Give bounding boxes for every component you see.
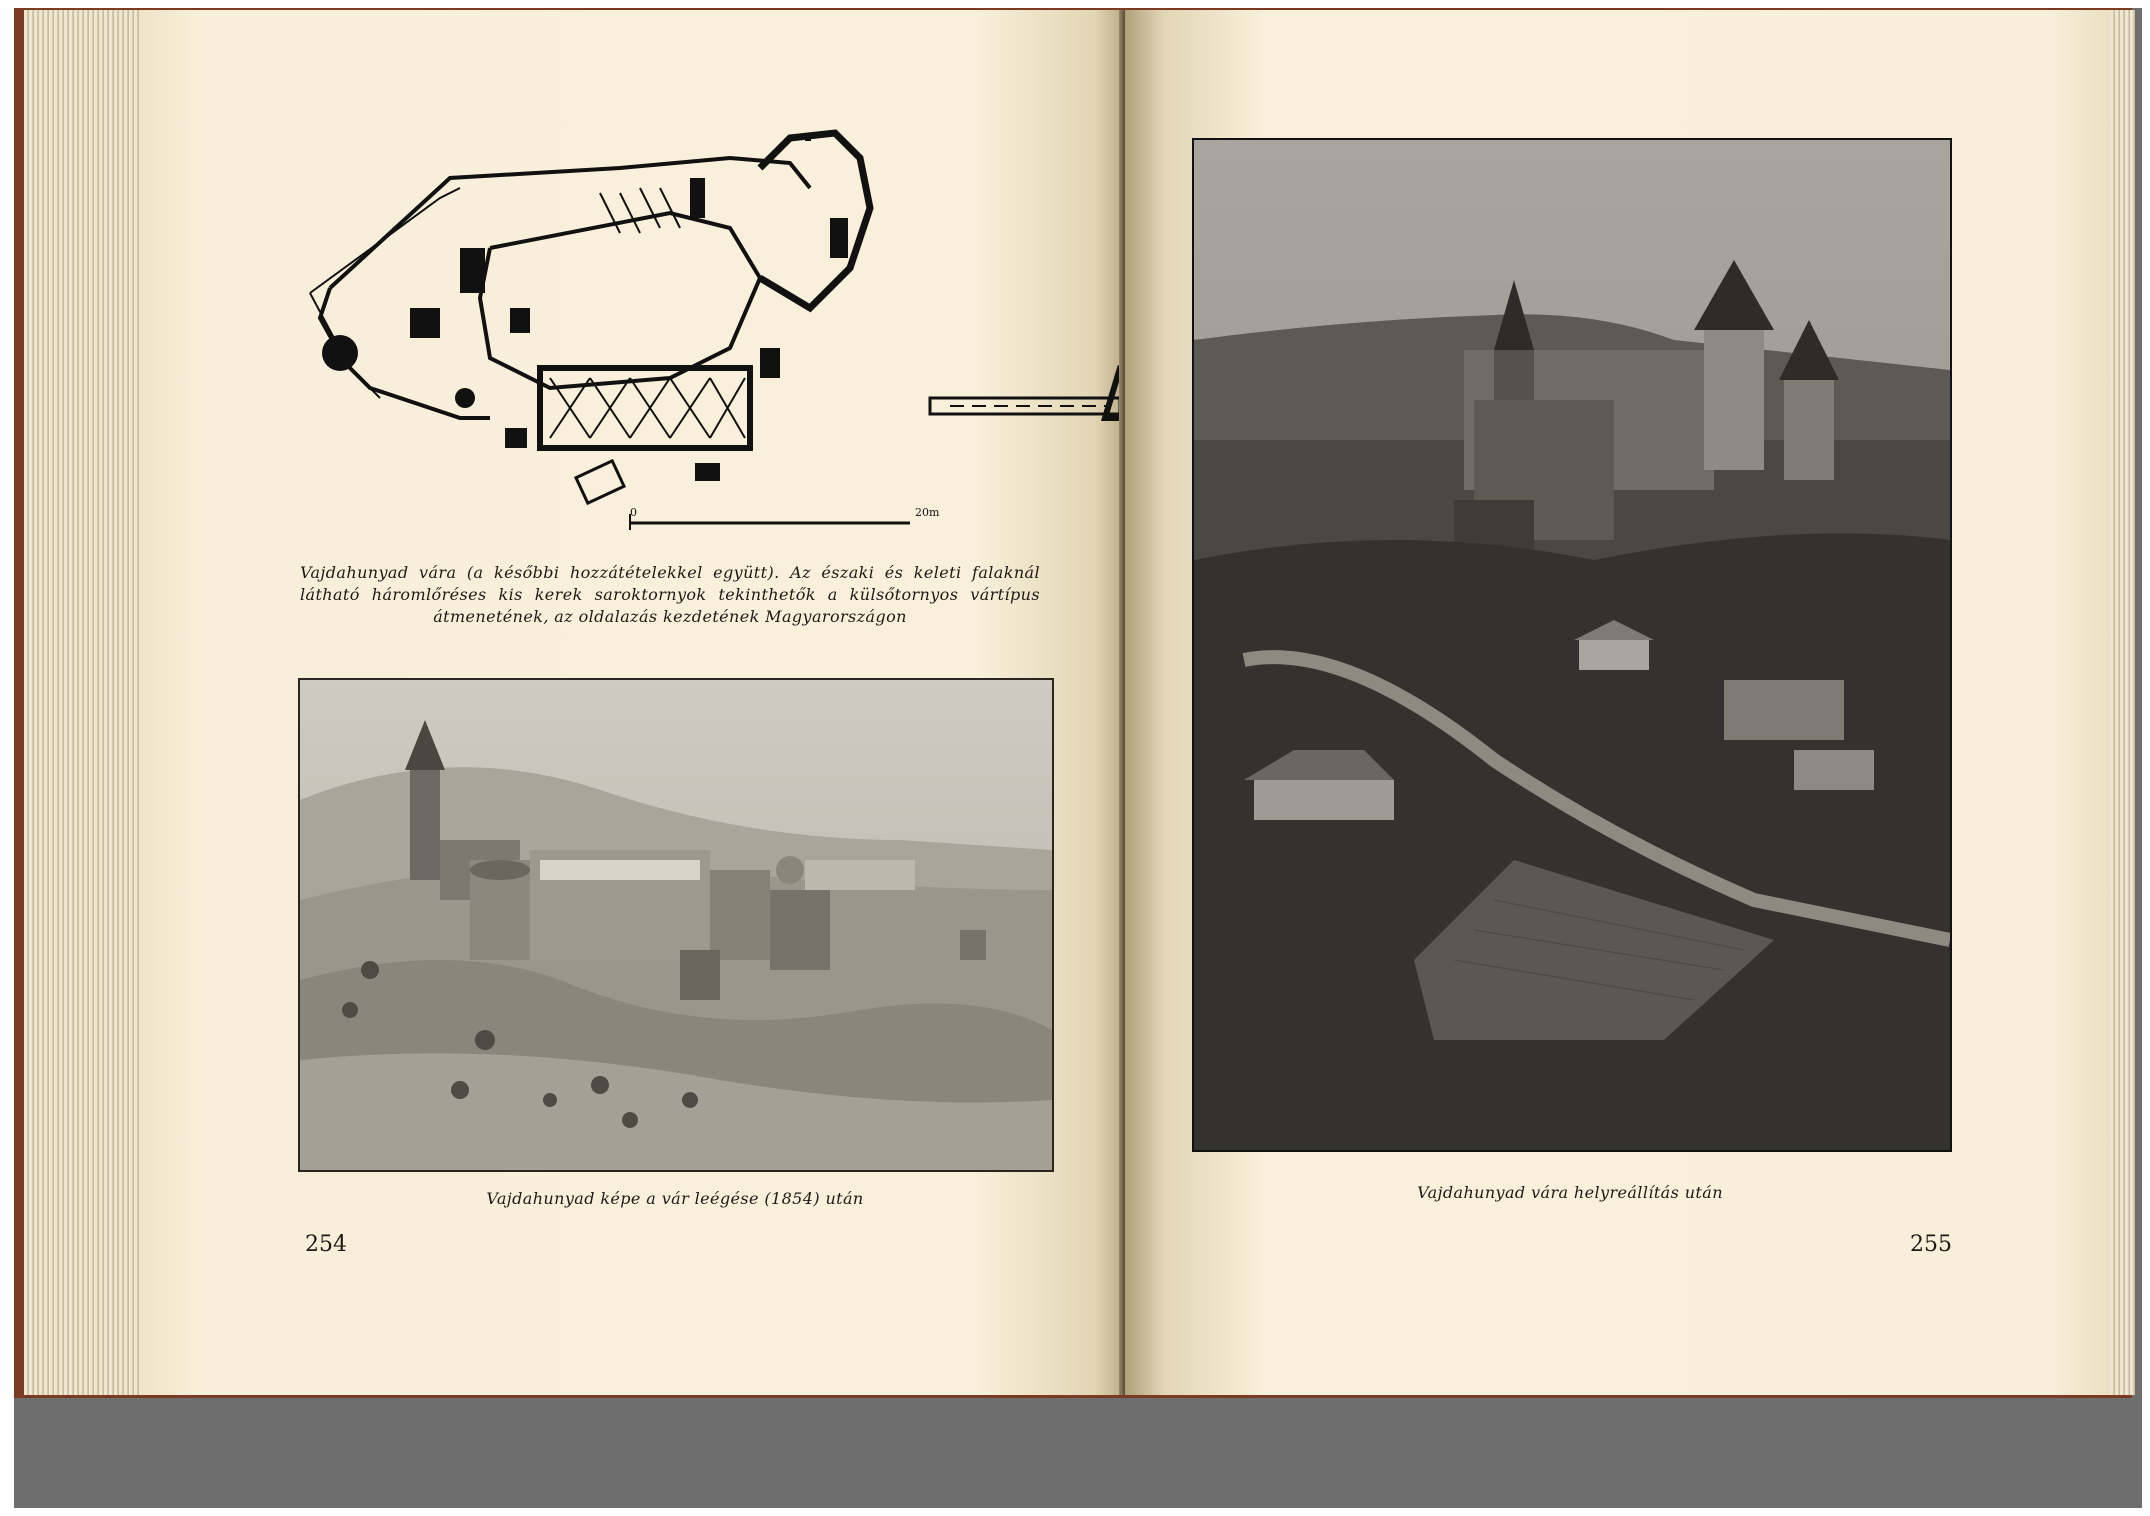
- plan-caption: Vajdahunyad vára (a későbbi hozzátételekkel együtt). Az északi és keleti falaknál látható háromlőréses kis kerek saroktornyok tekinthetők a külsőtornyos vártípus átmenetének, az oldalazás kezdetének Magyarországon: [300, 563, 1040, 626]
- left-page: [140, 10, 1125, 1395]
- right-page: [1125, 10, 2110, 1395]
- page-number-right: 255: [1910, 1232, 1952, 1257]
- drawing-caption: Vajdahunyad képe a vár leégése (1854) után: [486, 1189, 864, 1208]
- page-edges-left: [24, 10, 144, 1395]
- castle-photo-restored: [1192, 138, 1952, 1152]
- castle-floor-plan: [290, 118, 1210, 548]
- scale-end-label: 20m: [915, 506, 940, 519]
- scale-start-label: 0: [630, 506, 637, 519]
- photo-caption: Vajdahunyad vára helyreállítás után: [1417, 1183, 1723, 1202]
- page-number-left: 254: [305, 1232, 347, 1257]
- castle-drawing-1854: [298, 678, 1054, 1172]
